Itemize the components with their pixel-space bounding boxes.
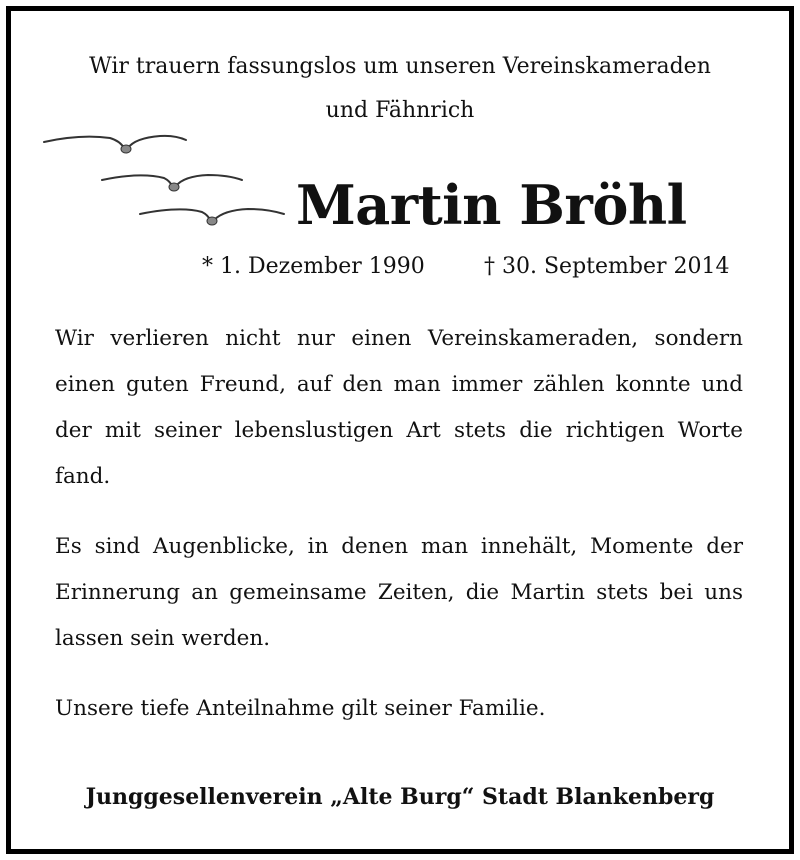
intro-line-1: Wir trauern fassungslos um unseren Vereinskameraden (89, 54, 711, 79)
flying-birds-icon (40, 128, 290, 228)
death-date: † 30. September 2014 (484, 254, 730, 279)
birth-date: * 1. Dezember 1990 (202, 254, 425, 279)
intro-line-2: und Fähnrich (325, 98, 475, 123)
paragraph-memories: Es sind Augenblicke, in denen man innehält, Momente der Erinnerung an gemeinsame Zeiten, die Martin stets bei uns lassen sein werden. (55, 534, 743, 651)
deceased-name: Martin Bröhl (296, 173, 687, 237)
paragraph-condolence: Unsere tiefe Anteilnahme gilt seiner Familie. (55, 696, 546, 721)
paragraph-tribute: Wir verlieren nicht nur einen Vereinskameraden, sondern einen guten Freund, auf den man immer zählen konnte und der mit seiner lebenslustigen Art stets die richtigen Worte fand. (55, 326, 743, 489)
signature-club: Junggesellenverein „Alte Burg“ Stadt Blankenberg (85, 784, 715, 810)
